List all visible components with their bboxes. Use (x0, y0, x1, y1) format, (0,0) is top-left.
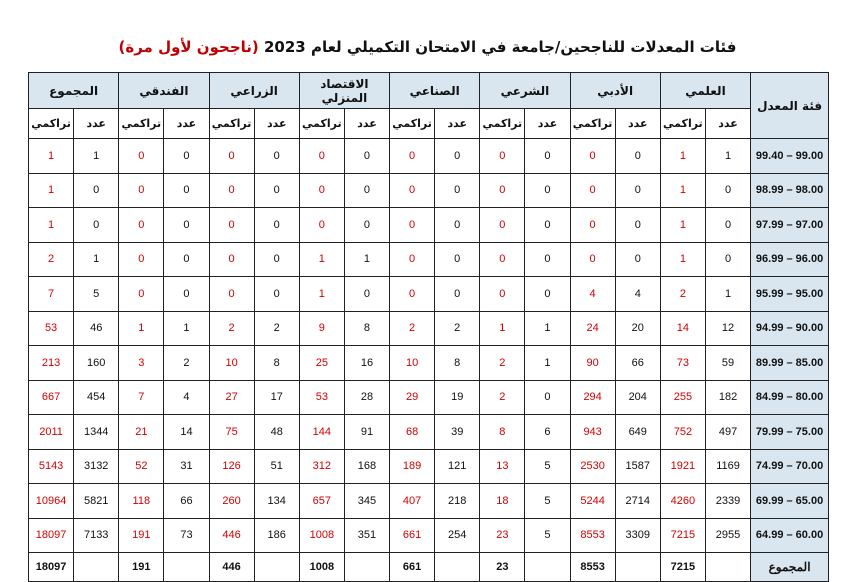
cumulative-cell: 10 (390, 346, 435, 381)
count-cell: 1 (164, 311, 209, 346)
count-cell: 0 (435, 208, 480, 243)
table-row (29, 449, 829, 484)
cumulative-cell: 407 (390, 484, 435, 519)
cumulative-cell: 7 (29, 277, 74, 312)
count-cell: 2339 (705, 484, 750, 519)
count-cell: 0 (435, 139, 480, 174)
count-cell: 160 (74, 346, 119, 381)
count-cell: 0 (254, 208, 299, 243)
cumulative-subheader: تراكمي (390, 109, 435, 139)
cumulative-cell: 0 (209, 173, 254, 208)
count-cell: 0 (74, 173, 119, 208)
count-cell: 0 (164, 208, 209, 243)
cumulative-cell: 29 (390, 380, 435, 415)
cumulative-cell: 0 (390, 173, 435, 208)
count-cell: 0 (164, 139, 209, 174)
cumulative-cell: 13 (480, 449, 525, 484)
cumulative-subheader: تراكمي (299, 109, 344, 139)
cumulative-subheader: تراكمي (570, 109, 615, 139)
cumulative-cell: 0 (570, 139, 615, 174)
cumulative-cell: 75 (209, 415, 254, 450)
cumulative-cell: 1 (29, 139, 74, 174)
cumulative-cell: 0 (119, 139, 164, 174)
range-cell: 69.99 – 65.00 (751, 484, 829, 519)
count-cell: 19 (435, 380, 480, 415)
count-cell: 8 (254, 346, 299, 381)
cumulative-cell: 2 (390, 311, 435, 346)
cumulative-cell: 8553 (570, 518, 615, 553)
grades-table (28, 72, 829, 582)
count-cell: 3309 (615, 518, 660, 553)
count-cell: 1 (344, 242, 389, 277)
cumulative-cell: 0 (390, 139, 435, 174)
count-cell: 351 (344, 518, 389, 553)
cumulative-cell: 0 (119, 173, 164, 208)
count-cell: 254 (435, 518, 480, 553)
cumulative-cell: 53 (29, 311, 74, 346)
table-row (29, 380, 829, 415)
count-cell: 28 (344, 380, 389, 415)
count-cell: 0 (254, 139, 299, 174)
cumulative-cell: 0 (390, 208, 435, 243)
cumulative-cell: 2 (209, 311, 254, 346)
cumulative-cell: 118 (119, 484, 164, 519)
group-header-2: الشرعي (480, 73, 570, 109)
cumulative-cell: 1 (660, 208, 705, 243)
cumulative-cell: 189 (390, 449, 435, 484)
total-empty-cell (705, 553, 750, 582)
range-cell: 79.99 – 75.00 (751, 415, 829, 450)
cumulative-cell: 0 (119, 208, 164, 243)
cumulative-cell: 52 (119, 449, 164, 484)
cumulative-cell: 1 (29, 173, 74, 208)
count-cell: 59 (705, 346, 750, 381)
group-header-3: الصناعي (390, 73, 480, 109)
count-subheader: عدد (254, 109, 299, 139)
total-empty-cell (435, 553, 480, 582)
cumulative-cell: 943 (570, 415, 615, 450)
cumulative-cell: 68 (390, 415, 435, 450)
count-cell: 121 (435, 449, 480, 484)
count-cell: 497 (705, 415, 750, 450)
cumulative-cell: 5143 (29, 449, 74, 484)
count-cell: 2714 (615, 484, 660, 519)
count-cell: 0 (705, 208, 750, 243)
cumulative-cell: 657 (299, 484, 344, 519)
cumulative-cell: 1 (119, 311, 164, 346)
total-empty-cell (74, 553, 119, 582)
cumulative-cell: 0 (480, 173, 525, 208)
cumulative-cell: 1 (299, 242, 344, 277)
cumulative-cell: 0 (299, 208, 344, 243)
count-cell: 0 (525, 173, 570, 208)
count-cell: 0 (254, 173, 299, 208)
count-cell: 48 (254, 415, 299, 450)
range-cell: 96.99 – 96.00 (751, 242, 829, 277)
cumulative-cell: 4260 (660, 484, 705, 519)
cumulative-cell: 446 (209, 518, 254, 553)
cumulative-cell: 18 (480, 484, 525, 519)
count-subheader: عدد (525, 109, 570, 139)
count-cell: 0 (435, 277, 480, 312)
count-cell: 204 (615, 380, 660, 415)
cumulative-cell: 0 (209, 208, 254, 243)
total-value-cell: 1008 (299, 553, 344, 582)
count-cell: 91 (344, 415, 389, 450)
total-value-cell: 446 (209, 553, 254, 582)
total-value-cell: 8553 (570, 553, 615, 582)
count-cell: 0 (435, 242, 480, 277)
total-empty-cell (254, 553, 299, 582)
cumulative-cell: 0 (209, 277, 254, 312)
count-cell: 0 (344, 277, 389, 312)
group-header-row (29, 73, 829, 109)
count-cell: 218 (435, 484, 480, 519)
total-empty-cell (344, 553, 389, 582)
category-header: فئة المعدل (751, 73, 829, 139)
count-cell: 5 (525, 484, 570, 519)
cumulative-cell: 10 (209, 346, 254, 381)
group-header-7: المجموع (29, 73, 119, 109)
cumulative-subheader: تراكمي (29, 109, 74, 139)
count-cell: 0 (74, 208, 119, 243)
cumulative-cell: 0 (570, 208, 615, 243)
count-cell: 168 (344, 449, 389, 484)
cumulative-cell: 312 (299, 449, 344, 484)
cumulative-cell: 5244 (570, 484, 615, 519)
count-cell: 1 (525, 346, 570, 381)
table-row (29, 277, 829, 312)
cumulative-cell: 1 (660, 242, 705, 277)
cumulative-cell: 0 (480, 277, 525, 312)
count-cell: 0 (615, 173, 660, 208)
table-row (29, 242, 829, 277)
range-cell: 89.99 – 85.00 (751, 346, 829, 381)
cumulative-subheader: تراكمي (480, 109, 525, 139)
count-cell: 4 (164, 380, 209, 415)
count-cell: 31 (164, 449, 209, 484)
count-cell: 345 (344, 484, 389, 519)
cumulative-cell: 0 (480, 242, 525, 277)
cumulative-subheader: تراكمي (119, 109, 164, 139)
range-cell: 84.99 – 80.00 (751, 380, 829, 415)
count-cell: 1344 (74, 415, 119, 450)
count-cell: 5 (525, 518, 570, 553)
total-value-cell: 18097 (29, 553, 74, 582)
cumulative-cell: 10964 (29, 484, 74, 519)
count-cell: 2 (435, 311, 480, 346)
cumulative-cell: 4 (570, 277, 615, 312)
count-cell: 0 (164, 277, 209, 312)
cumulative-cell: 2 (29, 242, 74, 277)
title-parenthetical: (ناجحون لأول مرة) (118, 38, 259, 56)
cumulative-cell: 1 (299, 277, 344, 312)
range-cell: 95.99 – 95.00 (751, 277, 829, 312)
table-row (29, 415, 829, 450)
count-cell: 3132 (74, 449, 119, 484)
count-subheader: عدد (164, 109, 209, 139)
count-cell: 12 (705, 311, 750, 346)
cumulative-cell: 2 (480, 346, 525, 381)
count-cell: 0 (615, 208, 660, 243)
cumulative-cell: 0 (119, 277, 164, 312)
cumulative-cell: 23 (480, 518, 525, 553)
count-cell: 17 (254, 380, 299, 415)
table-row (29, 173, 829, 208)
count-cell: 46 (74, 311, 119, 346)
table-body (29, 139, 829, 582)
range-cell: 64.99 – 60.00 (751, 518, 829, 553)
count-cell: 0 (525, 242, 570, 277)
group-header-0: العلمي (660, 73, 750, 109)
table-title (0, 38, 855, 56)
cumulative-subheader: تراكمي (209, 109, 254, 139)
cumulative-cell: 0 (209, 242, 254, 277)
count-cell: 39 (435, 415, 480, 450)
count-cell: 2 (254, 311, 299, 346)
table-row (29, 208, 829, 243)
count-cell: 5821 (74, 484, 119, 519)
cumulative-cell: 0 (570, 242, 615, 277)
group-header-1: الأدبي (570, 73, 660, 109)
table-row (29, 346, 829, 381)
count-cell: 134 (254, 484, 299, 519)
cumulative-cell: 14 (660, 311, 705, 346)
count-cell: 1 (74, 139, 119, 174)
cumulative-cell: 0 (209, 139, 254, 174)
cumulative-cell: 24 (570, 311, 615, 346)
cumulative-cell: 25 (299, 346, 344, 381)
count-cell: 454 (74, 380, 119, 415)
table-row (29, 484, 829, 519)
count-cell: 0 (254, 242, 299, 277)
count-cell: 182 (705, 380, 750, 415)
cumulative-cell: 126 (209, 449, 254, 484)
count-cell: 1169 (705, 449, 750, 484)
range-cell: 98.99 – 98.00 (751, 173, 829, 208)
cumulative-cell: 667 (29, 380, 74, 415)
cumulative-cell: 213 (29, 346, 74, 381)
count-cell: 4 (615, 277, 660, 312)
cumulative-cell: 1 (480, 311, 525, 346)
total-value-cell: 191 (119, 553, 164, 582)
total-value-cell: 7215 (660, 553, 705, 582)
total-row (29, 553, 829, 582)
cumulative-cell: 7215 (660, 518, 705, 553)
count-cell: 66 (164, 484, 209, 519)
count-cell: 0 (344, 208, 389, 243)
cumulative-cell: 260 (209, 484, 254, 519)
total-empty-cell (615, 553, 660, 582)
cumulative-cell: 0 (119, 242, 164, 277)
count-cell: 1 (705, 139, 750, 174)
cumulative-cell: 0 (390, 277, 435, 312)
cumulative-cell: 2 (480, 380, 525, 415)
cumulative-cell: 90 (570, 346, 615, 381)
group-header-5: الزراعي (209, 73, 299, 109)
count-cell: 1 (525, 311, 570, 346)
count-cell: 649 (615, 415, 660, 450)
count-cell: 0 (164, 173, 209, 208)
cumulative-cell: 0 (570, 173, 615, 208)
cumulative-cell: 1 (29, 208, 74, 243)
cumulative-cell: 73 (660, 346, 705, 381)
count-cell: 1 (74, 242, 119, 277)
count-cell: 0 (525, 139, 570, 174)
cumulative-cell: 0 (299, 173, 344, 208)
cumulative-cell: 1 (660, 173, 705, 208)
count-cell: 0 (525, 277, 570, 312)
cumulative-subheader: تراكمي (660, 109, 705, 139)
table-row (29, 311, 829, 346)
cumulative-cell: 2011 (29, 415, 74, 450)
count-cell: 6 (525, 415, 570, 450)
cumulative-cell: 752 (660, 415, 705, 450)
cumulative-cell: 2 (660, 277, 705, 312)
cumulative-cell: 661 (390, 518, 435, 553)
count-cell: 0 (705, 242, 750, 277)
count-cell: 14 (164, 415, 209, 450)
group-header-4: الاقتصاد المنزلي (299, 73, 389, 109)
cumulative-cell: 9 (299, 311, 344, 346)
count-cell: 0 (344, 173, 389, 208)
subheader-row (29, 109, 829, 139)
range-cell: 74.99 – 70.00 (751, 449, 829, 484)
count-cell: 7133 (74, 518, 119, 553)
total-empty-cell (164, 553, 209, 582)
count-cell: 16 (344, 346, 389, 381)
count-cell: 5 (525, 449, 570, 484)
count-cell: 0 (705, 173, 750, 208)
cumulative-cell: 1008 (299, 518, 344, 553)
cumulative-cell: 255 (660, 380, 705, 415)
count-subheader: عدد (705, 109, 750, 139)
cumulative-cell: 53 (299, 380, 344, 415)
count-cell: 0 (435, 173, 480, 208)
cumulative-cell: 1 (660, 139, 705, 174)
range-cell: 94.99 – 90.00 (751, 311, 829, 346)
count-cell: 2 (164, 346, 209, 381)
count-cell: 20 (615, 311, 660, 346)
total-empty-cell (525, 553, 570, 582)
count-cell: 0 (254, 277, 299, 312)
cumulative-cell: 2530 (570, 449, 615, 484)
cumulative-cell: 0 (480, 208, 525, 243)
count-cell: 0 (344, 139, 389, 174)
range-cell: 97.99 – 97.00 (751, 208, 829, 243)
cumulative-cell: 3 (119, 346, 164, 381)
cumulative-cell: 8 (480, 415, 525, 450)
count-cell: 0 (525, 208, 570, 243)
count-cell: 8 (344, 311, 389, 346)
cumulative-cell: 0 (390, 242, 435, 277)
cumulative-cell: 18097 (29, 518, 74, 553)
count-cell: 8 (435, 346, 480, 381)
count-cell: 1587 (615, 449, 660, 484)
count-cell: 186 (254, 518, 299, 553)
cumulative-cell: 27 (209, 380, 254, 415)
count-subheader: عدد (74, 109, 119, 139)
count-cell: 5 (74, 277, 119, 312)
cumulative-cell: 144 (299, 415, 344, 450)
cumulative-cell: 7 (119, 380, 164, 415)
count-cell: 73 (164, 518, 209, 553)
count-cell: 2955 (705, 518, 750, 553)
total-value-cell: 23 (480, 553, 525, 582)
count-subheader: عدد (344, 109, 389, 139)
cumulative-cell: 191 (119, 518, 164, 553)
cumulative-cell: 294 (570, 380, 615, 415)
count-cell: 66 (615, 346, 660, 381)
count-cell: 0 (525, 380, 570, 415)
count-subheader: عدد (615, 109, 660, 139)
count-subheader: عدد (435, 109, 480, 139)
count-cell: 0 (164, 242, 209, 277)
total-label: المجموع (751, 553, 829, 582)
count-cell: 51 (254, 449, 299, 484)
count-cell: 1 (705, 277, 750, 312)
cumulative-cell: 0 (480, 139, 525, 174)
count-cell: 0 (615, 242, 660, 277)
range-cell: 99.40 – 99.00 (751, 139, 829, 174)
cumulative-cell: 0 (299, 139, 344, 174)
title-main: فئات المعدلات للناجحين/جامعة في الامتحان التكميلي لعام 2023 (258, 38, 737, 56)
count-cell: 0 (615, 139, 660, 174)
cumulative-cell: 1921 (660, 449, 705, 484)
table-row (29, 518, 829, 553)
total-value-cell: 661 (390, 553, 435, 582)
group-header-6: الفندقي (119, 73, 209, 109)
cumulative-cell: 21 (119, 415, 164, 450)
table-row (29, 139, 829, 174)
